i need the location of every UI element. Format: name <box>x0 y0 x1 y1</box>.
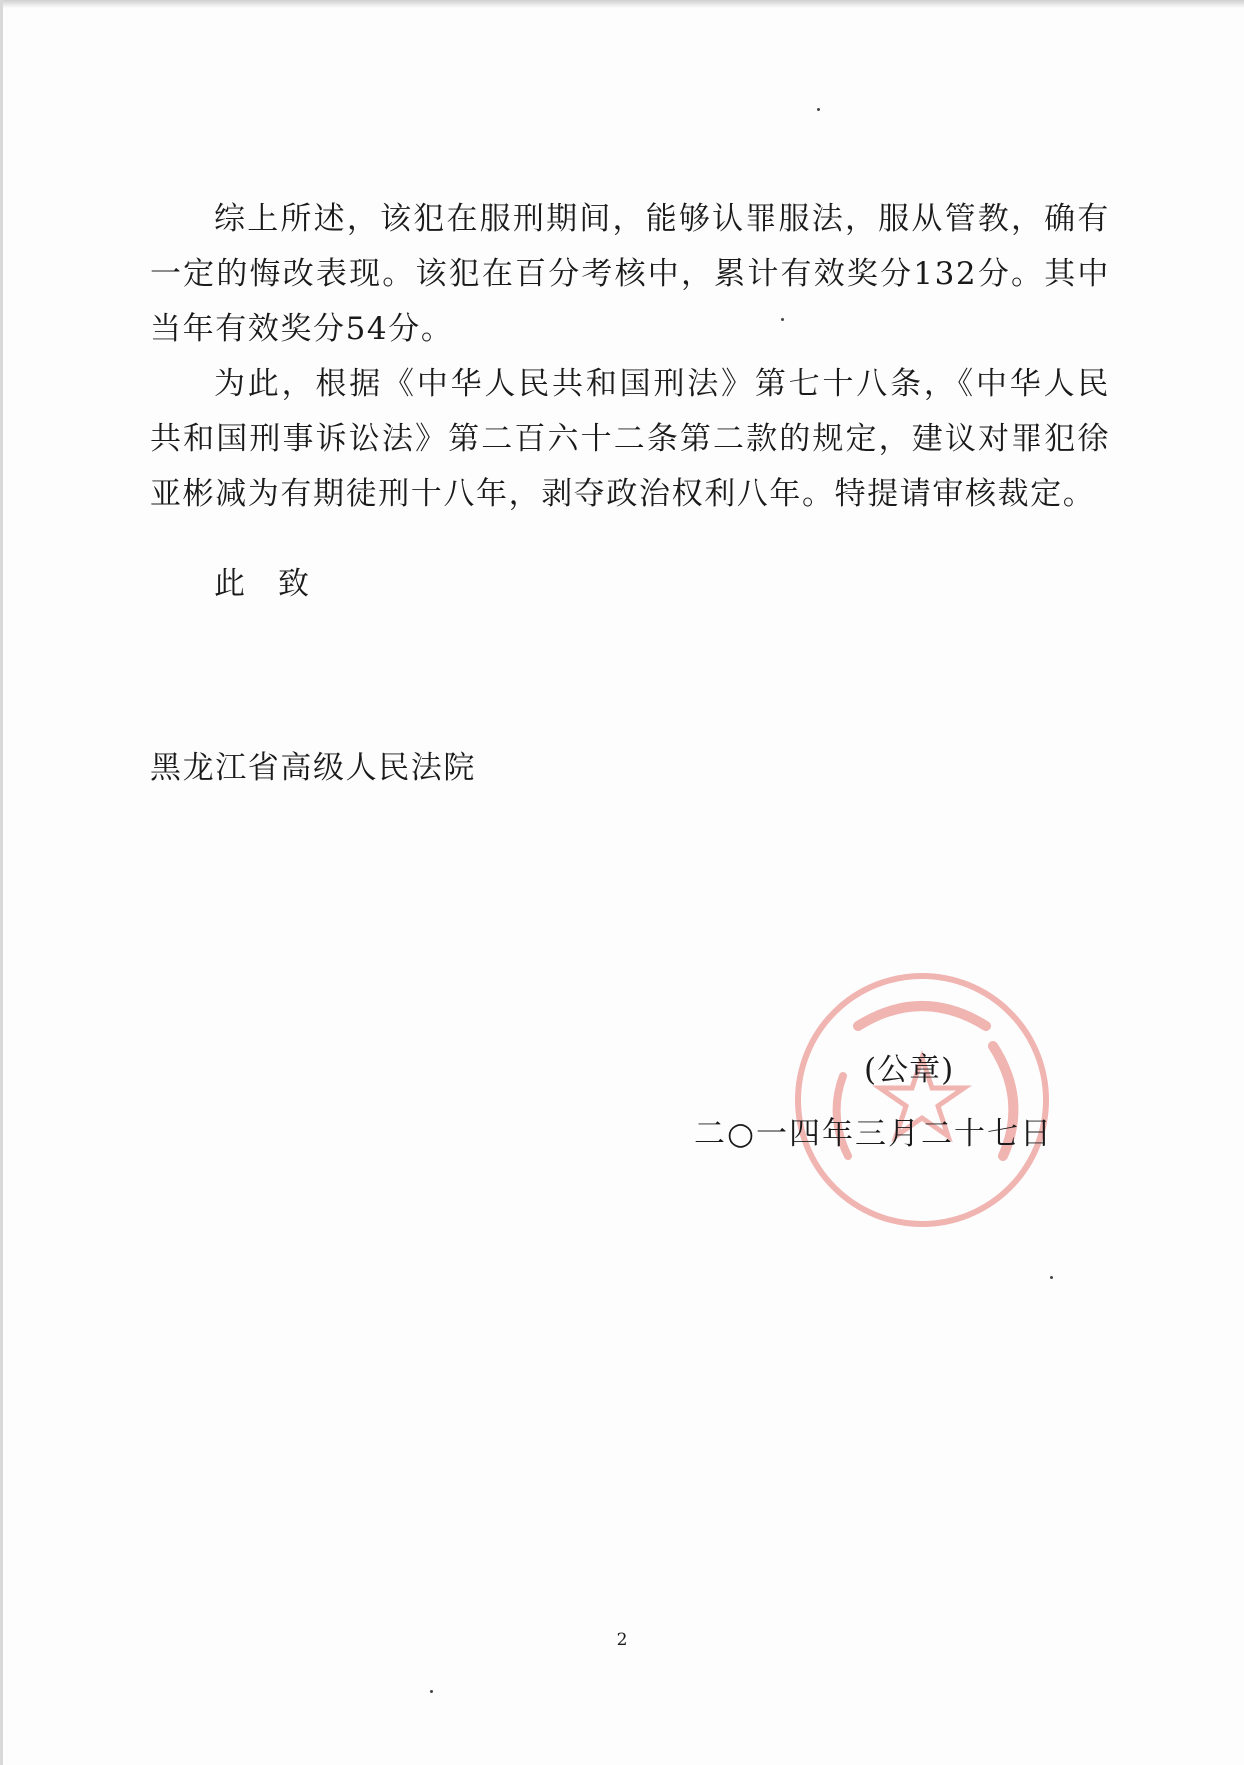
seal-label: (公章) <box>864 1052 955 1088</box>
scan-speck <box>817 108 820 111</box>
scan-speck <box>781 318 784 321</box>
recipient: 黑龙江省高级人民法院 <box>150 750 476 786</box>
scan-speck <box>1050 1276 1053 1279</box>
body-text <box>150 192 1110 522</box>
salutation: 此 致 <box>214 566 310 602</box>
document-date: 二○一四年三月二十七日 <box>694 1116 1054 1152</box>
page-number: 2 <box>616 1630 628 1650</box>
scan-left-edge <box>0 0 3 1765</box>
official-seal-icon <box>788 966 1056 1234</box>
scan-top-edge <box>0 0 1244 8</box>
paragraph-summary: 综上所述，该犯在服刑期间，能够认罪服法，服从管教，确有一定的悔改表现。该犯在百分考核中，累计有效奖分132分。其中当年有效奖分54分。 <box>150 201 1110 347</box>
paragraph-proposal: 为此，根据《中华人民共和国刑法》第七十八条，《中华人民共和国刑事诉讼法》第二百六十二条第二款的规定，建议对罪犯徐亚彬减为有期徒刑十八年，剥夺政治权利八年。特提请审核裁定。 <box>150 366 1110 512</box>
scan-speck <box>430 1690 433 1693</box>
